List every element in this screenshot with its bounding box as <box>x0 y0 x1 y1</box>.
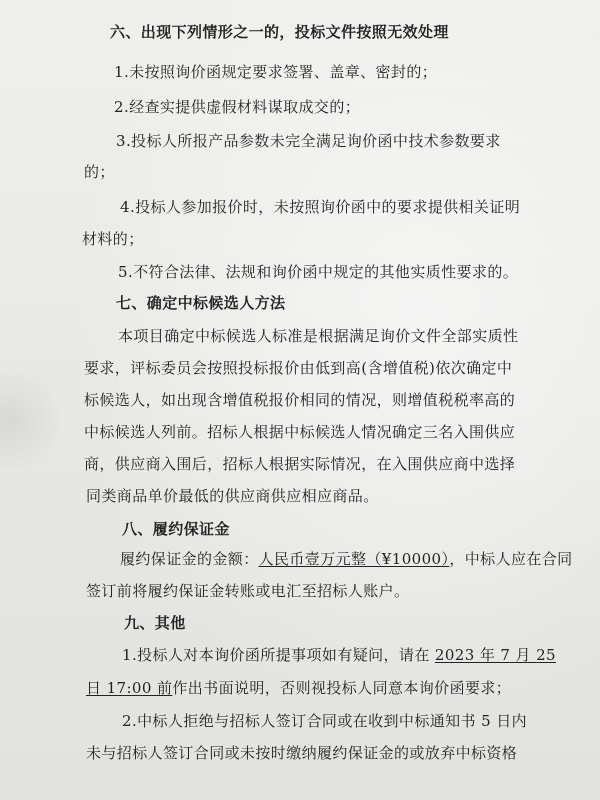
s7-line-3: 标候选人，如出现含增值税报价相同的情况，则增值税税率高的 <box>84 391 516 409</box>
s9-deadline-time: 日 17:00 前 <box>86 679 173 697</box>
s8-amount-value: 人民币壹万元整（¥10000） <box>258 550 450 568</box>
s6-item-4-line-2: 材料的； <box>82 230 144 248</box>
s6-item-3-line-1: 3.投标人所报产品参数未完全满足询价函中技术参数要求 <box>116 132 501 150</box>
s9-item-2-line-1: 2.中标人拒绝与招标人签订合同或在收到中标通知书 5 日内 <box>122 712 527 730</box>
bleed-through-stamp <box>0 365 60 480</box>
section-9-heading: 九、其他 <box>124 614 186 632</box>
s9-item-2-line-2: 未与招标人签订合同或未按时缴纳履约保证金的或放弃中标资格 <box>86 744 518 762</box>
s9-item-1-line-2-text: 作出书面说明，否则视投标人同意本询价函要求； <box>172 679 512 697</box>
s8-amount-label: 履约保证金的金额： <box>120 550 259 568</box>
s9-item-1-line-2 <box>86 678 511 698</box>
s6-item-3-line-2: 的； <box>84 163 115 181</box>
s9-item-1-text: 1.投标人对本询价函所提事项如有疑问，请在 <box>122 646 430 664</box>
s7-line-2: 要求，评标委员会按照投标报价由低到高(含增值税)依次确定中 <box>84 359 513 377</box>
s6-item-2: 2.经查实提供虚假材料谋取成交的； <box>114 98 361 116</box>
s7-line-4: 中标候选人列前。招标人根据中标候选人情况确定三名入围供应 <box>84 423 516 441</box>
s7-line-1: 本项目确定中标候选人标准是根据满足询价文件全部实质性 <box>118 327 519 345</box>
s8-line-1 <box>120 549 573 569</box>
s6-item-5: 5.不符合法律、法规和询价函中规定的其他实质性要求的。 <box>118 263 519 281</box>
s9-item-1-line-1 <box>122 645 556 665</box>
section-6-heading: 六、出现下列情形之一的，投标文件按照无效处理 <box>110 23 449 41</box>
s6-item-1: 1.未按照询价函规定要求签署、盖章、密封的； <box>114 63 438 81</box>
s7-line-6: 同类商品单价最低的供应商供应相应商品。 <box>86 487 379 505</box>
s7-line-5: 商，供应商入围后，招标人根据实际情况，在入围供应商中选择 <box>84 455 516 473</box>
section-7-heading: 七、确定中标候选人方法 <box>116 294 286 312</box>
s6-item-4-line-1: 4.投标人参加报价时，未按照询价函中的要求提供相关证明 <box>120 198 521 216</box>
s8-line-2: 签订前将履约保证金转账或电汇至招标人账户。 <box>86 582 410 600</box>
section-8-heading: 八、履约保证金 <box>122 520 230 538</box>
s9-deadline-date: 2023 年 7 月 25 <box>434 646 556 664</box>
s8-line-1-suffix: ，中标人应在合同 <box>449 550 573 568</box>
